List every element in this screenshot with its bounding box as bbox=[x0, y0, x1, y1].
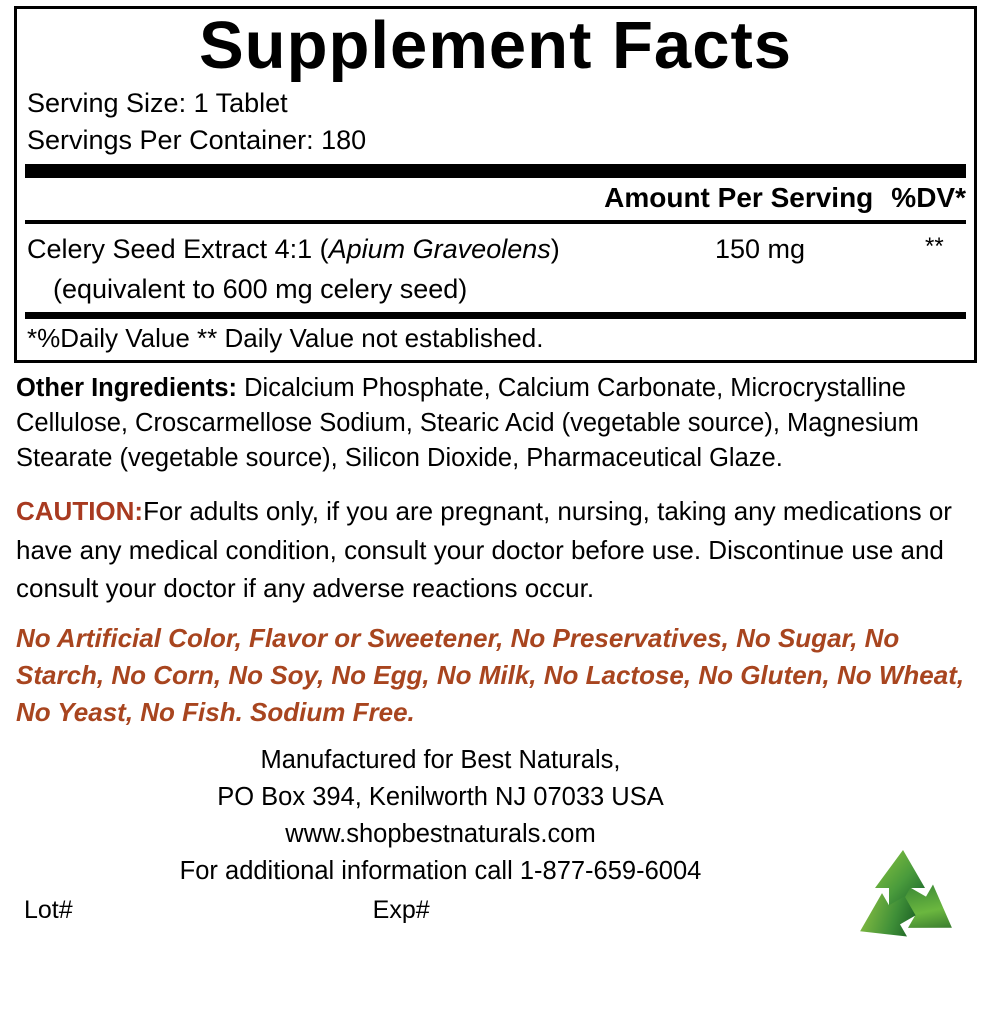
recycle-icon bbox=[841, 844, 969, 962]
caution-label: CAUTION: bbox=[16, 496, 144, 527]
daily-value-footnote: *%Daily Value ** Daily Value not established. bbox=[27, 322, 544, 353]
ingredient-name-close: ) bbox=[550, 234, 560, 265]
ingredient-equivalent-note: (equivalent to 600 mg celery seed) bbox=[53, 274, 468, 305]
manufacturer-website: www.shopbestnaturals.com bbox=[285, 820, 596, 849]
lot-exp-row bbox=[24, 896, 981, 925]
manufacturer-line-1: Manufactured for Best Naturals, bbox=[260, 746, 621, 775]
caution-text: For adults only, if you are pregnant, nursing, taking any medications or have any medical condition, consult your doctor before use. Discontinue use and consult your doctor if any adverse reactions occur. bbox=[16, 496, 952, 604]
manufacturer-line-2: PO Box 394, Kenilworth NJ 07033 USA bbox=[217, 783, 664, 812]
caution-statement bbox=[16, 492, 979, 607]
ingredient-latin-name: Apium Graveolens bbox=[328, 234, 551, 265]
panel-rule-bottom bbox=[25, 312, 966, 319]
ingredient-row bbox=[25, 224, 966, 271]
panel-rule-thick-top bbox=[25, 164, 966, 178]
manufacturer-phone: For additional information call 1-877-659-6004 bbox=[179, 857, 702, 886]
other-ingredients bbox=[16, 371, 979, 477]
ingredient-name-text: Celery Seed Extract 4:1 ( bbox=[27, 234, 329, 265]
ingredient-amount: 150 mg bbox=[715, 234, 806, 265]
panel-column-headers bbox=[25, 178, 966, 220]
other-ingredients-label: Other Ingredients: bbox=[16, 373, 238, 402]
free-from-claims: No Artificial Color, Flavor or Sweetener, No Preservatives, No Sugar, No Starch, No Corn, No Soy, No Egg, No Milk, No Lactose, No Gluten, No Wheat, No Yeast, No Fish. Sodium Free. bbox=[16, 622, 965, 727]
serving-size: Serving Size: 1 Tablet bbox=[27, 88, 288, 119]
lot-number-label: Lot# bbox=[24, 896, 73, 925]
supplement-facts-panel bbox=[14, 6, 977, 363]
other-ingredients-text: Dicalcium Phosphate, Calcium Carbonate, Microcrystalline Cellulose, Croscarmellose Sodium, Stearic Acid (vegetable source), Magnesium Stearate (vegetable source), Silicon Dioxide, Pharmaceutical Glaze. bbox=[16, 373, 919, 473]
manufacturer-info bbox=[10, 742, 981, 890]
expiration-label: Exp# bbox=[372, 896, 430, 925]
amount-per-serving-header: Amount Per Serving bbox=[604, 182, 874, 214]
ingredient-daily-value: ** bbox=[925, 233, 944, 261]
servings-per-container: Servings Per Container: 180 bbox=[27, 124, 367, 155]
daily-value-header: %DV* bbox=[891, 182, 966, 214]
ingredient-name bbox=[27, 234, 560, 264]
panel-title: Supplement Facts bbox=[198, 8, 793, 83]
